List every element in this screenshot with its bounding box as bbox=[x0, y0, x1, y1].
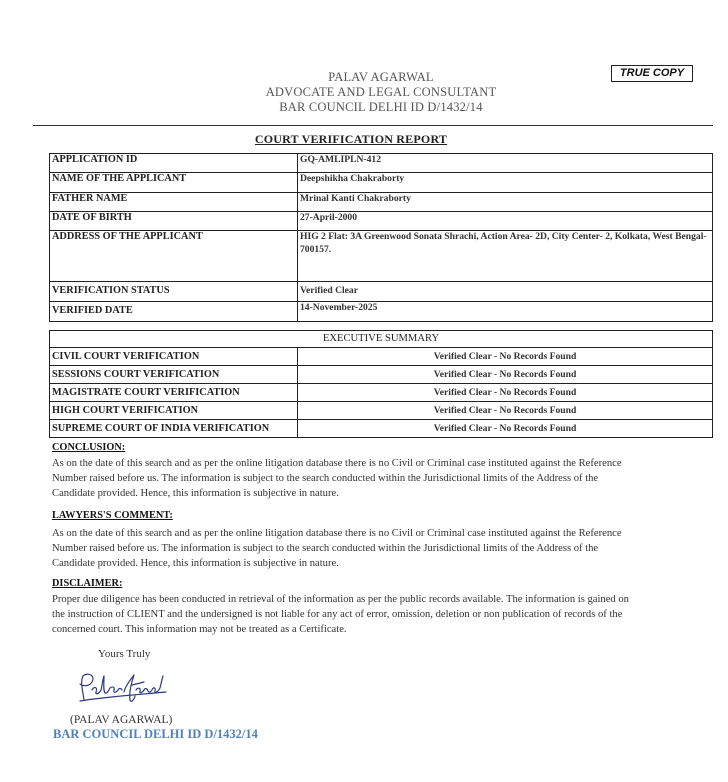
table-row bbox=[50, 193, 713, 212]
detail-value: Mrinal Kanti Chakraborty bbox=[298, 193, 713, 212]
table-row bbox=[50, 154, 713, 173]
disclaimer-line: concerned court. This information may not be treated as a Certificate. bbox=[52, 624, 347, 635]
summary-label: SUPREME COURT OF INDIA VERIFICATION bbox=[50, 420, 298, 438]
letterhead-bar-id: BAR COUNCIL DELHI ID D/1432/14 bbox=[279, 100, 483, 114]
table-row bbox=[50, 282, 713, 302]
table-row bbox=[50, 212, 713, 231]
report-title: COURT VERIFICATION REPORT bbox=[254, 132, 448, 146]
table-row bbox=[50, 348, 713, 366]
table-row bbox=[50, 331, 713, 348]
true-copy-stamp: TRUE COPY bbox=[611, 65, 693, 82]
summary-title: EXECUTIVE SUMMARY bbox=[50, 331, 713, 348]
closing-text: Yours Truly bbox=[98, 648, 151, 660]
letterhead-role: ADVOCATE AND LEGAL CONSULTANT bbox=[265, 85, 497, 99]
disclaimer-heading: DISCLAIMER: bbox=[52, 578, 123, 589]
table-row bbox=[50, 231, 713, 282]
summary-value: Verified Clear - No Records Found bbox=[298, 402, 713, 420]
detail-value: Verified Clear bbox=[298, 282, 713, 302]
comment-line: Number raised before us. The information is subject to the search conducted within the Jurisdictional limits of the Address of the bbox=[52, 543, 599, 554]
summary-label: SESSIONS COURT VERIFICATION bbox=[50, 366, 298, 384]
summary-label: HIGH COURT VERIFICATION bbox=[50, 402, 298, 420]
table-row bbox=[50, 384, 713, 402]
executive-summary-table bbox=[49, 330, 713, 438]
disclaimer-line: the instruction of CLIENT and the undersigned is not liable for any act of error, omission, deletion or non publication of records of the bbox=[52, 609, 623, 620]
header-divider bbox=[33, 125, 713, 126]
table-row bbox=[50, 302, 713, 322]
summary-value: Verified Clear - No Records Found bbox=[298, 384, 713, 402]
table-row bbox=[50, 173, 713, 193]
conclusion-line: As on the date of this search and as per the online litigation database there is no Civil or Criminal case instituted against the Reference bbox=[52, 458, 622, 469]
summary-value: Verified Clear - No Records Found bbox=[298, 348, 713, 366]
signature-image bbox=[74, 670, 170, 706]
detail-label: FATHER NAME bbox=[50, 193, 298, 212]
summary-label: MAGISTRATE COURT VERIFICATION bbox=[50, 384, 298, 402]
table-row bbox=[50, 366, 713, 384]
comment-line: Candidate provided. Hence, this information is subjective in nature. bbox=[52, 558, 339, 569]
detail-label: VERIFICATION STATUS bbox=[50, 282, 298, 302]
conclusion-heading: CONCLUSION: bbox=[52, 442, 126, 453]
detail-value: 14-November-2025 bbox=[298, 302, 713, 322]
summary-value: Verified Clear - No Records Found bbox=[298, 366, 713, 384]
summary-label: CIVIL COURT VERIFICATION bbox=[50, 348, 298, 366]
signatory-bar-id: BAR COUNCIL DELHI ID D/1432/14 bbox=[53, 727, 258, 741]
table-row bbox=[50, 402, 713, 420]
disclaimer-line: Proper due diligence has been conducted in retrieval of the information as per the public records available. The information is gained on bbox=[52, 594, 629, 605]
table-row bbox=[50, 420, 713, 438]
lawyers-comment-heading: LAWYERS'S COMMENT: bbox=[52, 510, 173, 521]
signature-icon bbox=[74, 670, 170, 706]
detail-label: VERIFIED DATE bbox=[50, 302, 298, 322]
conclusion-line: Candidate provided. Hence, this information is subjective in nature. bbox=[52, 488, 339, 499]
applicant-details-table bbox=[49, 153, 713, 322]
letterhead-name: PALAV AGARWAL bbox=[328, 70, 434, 84]
detail-value: Deepshikha Chakraborty bbox=[298, 173, 713, 193]
conclusion-text bbox=[52, 456, 702, 501]
detail-label: APPLICATION ID bbox=[50, 154, 298, 173]
detail-value: GQ-AMLIPLN-412 bbox=[298, 154, 713, 173]
detail-label: ADDRESS OF THE APPLICANT bbox=[50, 231, 298, 282]
signatory-name: (PALAV AGARWAL) bbox=[70, 714, 173, 726]
detail-value: 27-April-2000 bbox=[298, 212, 713, 231]
comment-line: As on the date of this search and as per the online litigation database there is no Civil or Criminal case instituted against the Reference bbox=[52, 528, 622, 539]
conclusion-line: Number raised before us. The information is subject to the search conducted within the Jurisdictional limits of the Address of the bbox=[52, 473, 599, 484]
lawyers-comment-text bbox=[52, 526, 702, 571]
detail-label: NAME OF THE APPLICANT bbox=[50, 173, 298, 193]
detail-label: DATE OF BIRTH bbox=[50, 212, 298, 231]
disclaimer-text bbox=[52, 592, 702, 637]
summary-value: Verified Clear - No Records Found bbox=[298, 420, 713, 438]
detail-value: HIG 2 Flat: 3A Greenwood Sonata Shrachi, Action Area- 2D, City Center- 2, Kolkata, West Bengal-700157. bbox=[298, 231, 713, 282]
